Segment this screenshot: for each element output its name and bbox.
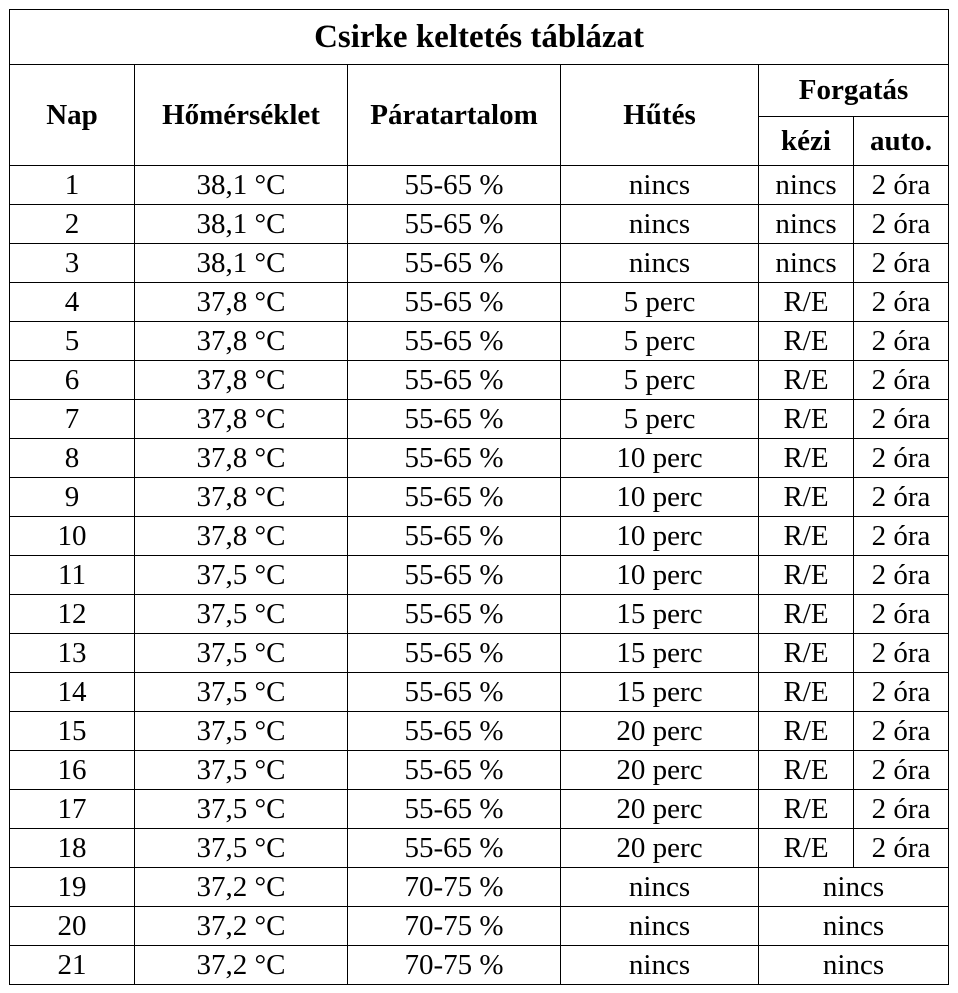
cell-kezi: R/E	[759, 751, 854, 790]
cell-hutes: 20 perc	[561, 829, 759, 868]
cell-auto: 2 óra	[854, 595, 949, 634]
cell-auto: 2 óra	[854, 166, 949, 205]
cell-homerseklet: 37,5 °C	[135, 790, 348, 829]
header-homerseklet: Hőmérséklet	[135, 65, 348, 166]
table-row	[10, 166, 949, 205]
header-auto: auto.	[854, 117, 949, 166]
header-nap: Nap	[10, 65, 135, 166]
table-row	[10, 556, 949, 595]
cell-paratartalom: 55-65 %	[348, 478, 561, 517]
header-kezi: kézi	[759, 117, 854, 166]
cell-nap: 8	[10, 439, 135, 478]
cell-nap: 2	[10, 205, 135, 244]
table-row	[10, 751, 949, 790]
cell-homerseklet: 37,8 °C	[135, 322, 348, 361]
cell-hutes: nincs	[561, 907, 759, 946]
cell-homerseklet: 37,8 °C	[135, 283, 348, 322]
cell-homerseklet: 38,1 °C	[135, 244, 348, 283]
cell-nap: 1	[10, 166, 135, 205]
cell-paratartalom: 55-65 %	[348, 556, 561, 595]
header-row	[10, 65, 949, 117]
cell-auto: 2 óra	[854, 283, 949, 322]
cell-paratartalom: 55-65 %	[348, 829, 561, 868]
table-row	[10, 790, 949, 829]
cell-kezi: R/E	[759, 829, 854, 868]
cell-kezi: nincs	[759, 205, 854, 244]
cell-hutes: nincs	[561, 166, 759, 205]
cell-hutes: nincs	[561, 244, 759, 283]
cell-homerseklet: 37,8 °C	[135, 400, 348, 439]
cell-forgatas: nincs	[759, 868, 949, 907]
cell-kezi: nincs	[759, 244, 854, 283]
cell-homerseklet: 37,8 °C	[135, 478, 348, 517]
cell-homerseklet: 37,5 °C	[135, 712, 348, 751]
table-row	[10, 634, 949, 673]
cell-auto: 2 óra	[854, 673, 949, 712]
cell-auto: 2 óra	[854, 751, 949, 790]
cell-nap: 21	[10, 946, 135, 985]
cell-nap: 16	[10, 751, 135, 790]
cell-kezi: R/E	[759, 712, 854, 751]
incubation-table	[9, 9, 949, 985]
cell-kezi: R/E	[759, 400, 854, 439]
table-row	[10, 829, 949, 868]
cell-paratartalom: 55-65 %	[348, 205, 561, 244]
table-row	[10, 673, 949, 712]
cell-homerseklet: 38,1 °C	[135, 205, 348, 244]
table-body	[10, 166, 949, 985]
table-row	[10, 907, 949, 946]
cell-paratartalom: 55-65 %	[348, 361, 561, 400]
cell-nap: 13	[10, 634, 135, 673]
cell-auto: 2 óra	[854, 712, 949, 751]
cell-auto: 2 óra	[854, 517, 949, 556]
table-row	[10, 946, 949, 985]
cell-homerseklet: 37,2 °C	[135, 868, 348, 907]
cell-paratartalom: 55-65 %	[348, 673, 561, 712]
table-row	[10, 322, 949, 361]
cell-hutes: 15 perc	[561, 595, 759, 634]
cell-nap: 3	[10, 244, 135, 283]
table-row	[10, 478, 949, 517]
cell-hutes: nincs	[561, 946, 759, 985]
cell-kezi: R/E	[759, 517, 854, 556]
cell-nap: 4	[10, 283, 135, 322]
cell-nap: 10	[10, 517, 135, 556]
cell-paratartalom: 55-65 %	[348, 595, 561, 634]
cell-homerseklet: 37,5 °C	[135, 751, 348, 790]
cell-nap: 12	[10, 595, 135, 634]
cell-homerseklet: 37,8 °C	[135, 517, 348, 556]
cell-auto: 2 óra	[854, 361, 949, 400]
cell-kezi: R/E	[759, 361, 854, 400]
cell-paratartalom: 55-65 %	[348, 790, 561, 829]
cell-auto: 2 óra	[854, 400, 949, 439]
cell-auto: 2 óra	[854, 634, 949, 673]
table-row	[10, 400, 949, 439]
cell-kezi: R/E	[759, 595, 854, 634]
cell-hutes: 20 perc	[561, 751, 759, 790]
cell-homerseklet: 37,8 °C	[135, 361, 348, 400]
cell-forgatas: nincs	[759, 946, 949, 985]
cell-paratartalom: 70-75 %	[348, 946, 561, 985]
cell-kezi: nincs	[759, 166, 854, 205]
cell-hutes: nincs	[561, 868, 759, 907]
cell-auto: 2 óra	[854, 829, 949, 868]
cell-nap: 6	[10, 361, 135, 400]
cell-kezi: R/E	[759, 439, 854, 478]
cell-auto: 2 óra	[854, 205, 949, 244]
header-hutes: Hűtés	[561, 65, 759, 166]
cell-paratartalom: 55-65 %	[348, 400, 561, 439]
cell-homerseklet: 37,5 °C	[135, 556, 348, 595]
cell-nap: 19	[10, 868, 135, 907]
cell-paratartalom: 55-65 %	[348, 751, 561, 790]
table-row	[10, 517, 949, 556]
cell-hutes: 5 perc	[561, 400, 759, 439]
cell-forgatas: nincs	[759, 907, 949, 946]
cell-nap: 9	[10, 478, 135, 517]
table-row	[10, 205, 949, 244]
table-row	[10, 244, 949, 283]
cell-hutes: 5 perc	[561, 283, 759, 322]
cell-nap: 17	[10, 790, 135, 829]
cell-auto: 2 óra	[854, 322, 949, 361]
cell-auto: 2 óra	[854, 439, 949, 478]
cell-hutes: 10 perc	[561, 478, 759, 517]
table-head	[10, 10, 949, 166]
table-row	[10, 712, 949, 751]
cell-nap: 18	[10, 829, 135, 868]
cell-paratartalom: 55-65 %	[348, 439, 561, 478]
cell-hutes: 5 perc	[561, 322, 759, 361]
cell-kezi: R/E	[759, 673, 854, 712]
cell-paratartalom: 55-65 %	[348, 712, 561, 751]
cell-nap: 15	[10, 712, 135, 751]
cell-nap: 7	[10, 400, 135, 439]
cell-hutes: 10 perc	[561, 556, 759, 595]
cell-paratartalom: 70-75 %	[348, 907, 561, 946]
cell-auto: 2 óra	[854, 244, 949, 283]
cell-paratartalom: 70-75 %	[348, 868, 561, 907]
cell-nap: 5	[10, 322, 135, 361]
cell-paratartalom: 55-65 %	[348, 517, 561, 556]
cell-hutes: 5 perc	[561, 361, 759, 400]
cell-auto: 2 óra	[854, 478, 949, 517]
cell-homerseklet: 37,5 °C	[135, 673, 348, 712]
cell-kezi: R/E	[759, 556, 854, 595]
cell-auto: 2 óra	[854, 790, 949, 829]
cell-paratartalom: 55-65 %	[348, 244, 561, 283]
table-row	[10, 283, 949, 322]
cell-homerseklet: 37,8 °C	[135, 439, 348, 478]
cell-kezi: R/E	[759, 322, 854, 361]
cell-hutes: 15 perc	[561, 634, 759, 673]
cell-hutes: 10 perc	[561, 517, 759, 556]
cell-homerseklet: 37,5 °C	[135, 595, 348, 634]
title-row	[10, 10, 949, 65]
cell-hutes: 10 perc	[561, 439, 759, 478]
table-row	[10, 361, 949, 400]
cell-auto: 2 óra	[854, 556, 949, 595]
header-forgatas: Forgatás	[759, 65, 949, 117]
cell-homerseklet: 37,5 °C	[135, 829, 348, 868]
table-title: Csirke keltetés táblázat	[10, 10, 949, 65]
cell-hutes: nincs	[561, 205, 759, 244]
cell-paratartalom: 55-65 %	[348, 166, 561, 205]
cell-kezi: R/E	[759, 283, 854, 322]
cell-kezi: R/E	[759, 478, 854, 517]
cell-nap: 11	[10, 556, 135, 595]
cell-nap: 14	[10, 673, 135, 712]
cell-homerseklet: 38,1 °C	[135, 166, 348, 205]
cell-paratartalom: 55-65 %	[348, 322, 561, 361]
table-row	[10, 439, 949, 478]
cell-homerseklet: 37,5 °C	[135, 634, 348, 673]
cell-nap: 20	[10, 907, 135, 946]
cell-hutes: 20 perc	[561, 712, 759, 751]
cell-paratartalom: 55-65 %	[348, 283, 561, 322]
cell-homerseklet: 37,2 °C	[135, 946, 348, 985]
cell-hutes: 20 perc	[561, 790, 759, 829]
cell-kezi: R/E	[759, 790, 854, 829]
header-paratartalom: Páratartalom	[348, 65, 561, 166]
table-row	[10, 868, 949, 907]
cell-kezi: R/E	[759, 634, 854, 673]
table-row	[10, 595, 949, 634]
cell-paratartalom: 55-65 %	[348, 634, 561, 673]
cell-homerseklet: 37,2 °C	[135, 907, 348, 946]
cell-hutes: 15 perc	[561, 673, 759, 712]
